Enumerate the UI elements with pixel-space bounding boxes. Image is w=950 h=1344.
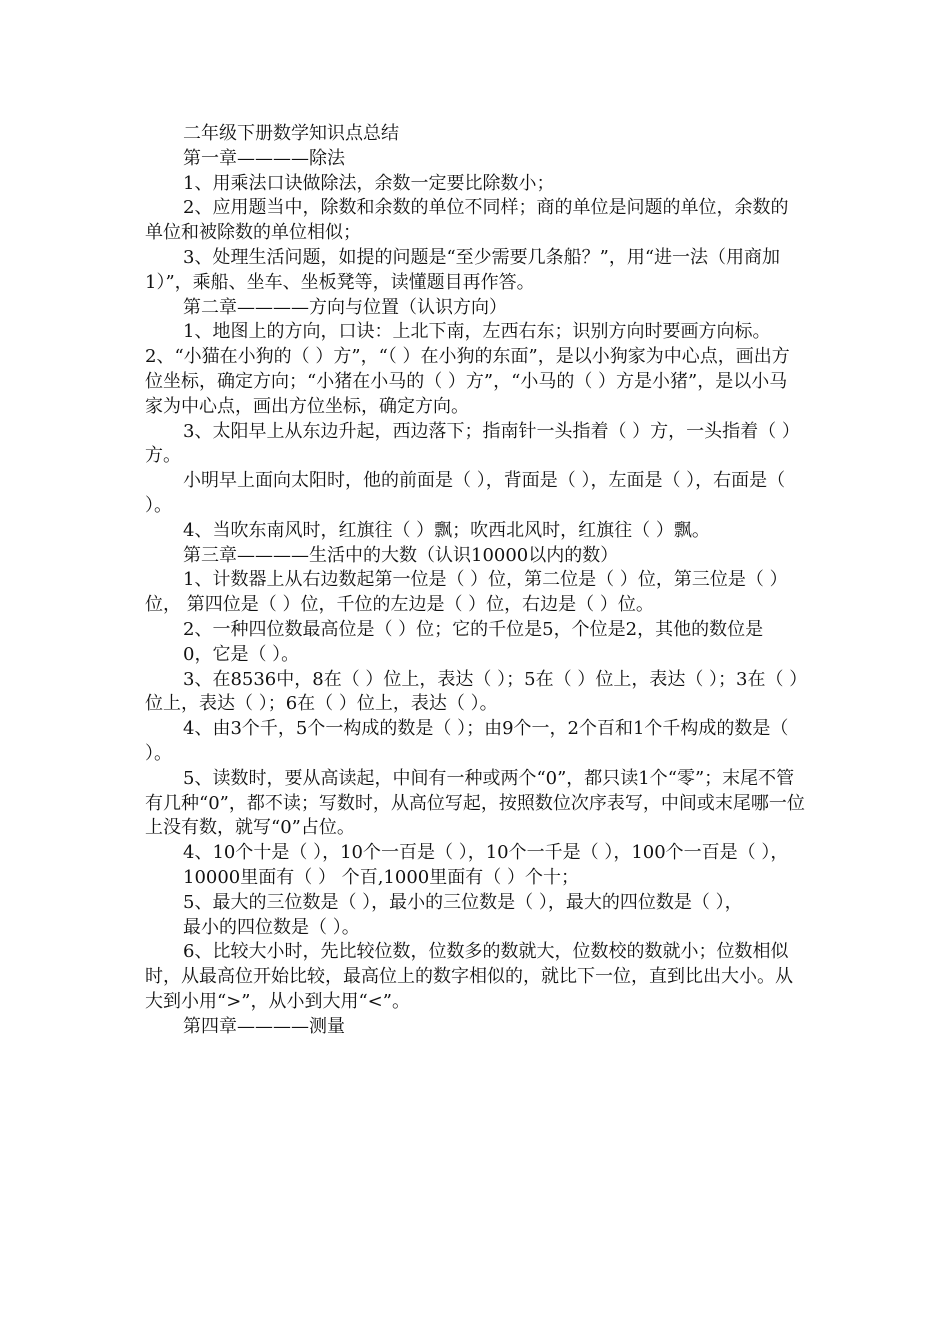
- document-body: [145, 122, 805, 1039]
- paragraph: 3、在8536中，8在（ ）位上，表达（ ）；5在（ ）位上，表达（ ）；3在（ ）位上，表达（ ）；6在（ ）位上，表达（ ）。: [145, 668, 799, 715]
- paragraph: 4、当吹东南风时，红旗往（ ）飘；吹西北风时，红旗往（ ）飘。: [183, 519, 710, 541]
- paragraph: 4、10个十是（ ），10个一百是（ ），10个一千是（ ），100个一百是（ ），: [183, 842, 789, 864]
- paragraph: 3、处理生活问题，如提的问题是“至少需要几条船？”，用“进一法（用商加1）”，乘船、坐车、坐板凳等，读懂题目再作答。: [145, 246, 781, 293]
- paragraph: 2、应用题当中，除数和余数的单位不同样；商的单位是问题的单位，余数的单位和被除数的单位相似；: [145, 197, 789, 244]
- paragraph: 5、最大的三位数是（ ），最小的三位数是（ ），最大的四位数是（ ），: [183, 891, 743, 913]
- document-title: 二年级下册数学知识点总结: [183, 123, 399, 144]
- paragraph: 小明早上面向太阳时，他的前面是（ ），背面是（ ），左面是（ ），右面是（ ）。: [145, 470, 786, 516]
- paragraph: 2、一种四位数最高位是（ ）位；它的千位是5，个位是2，其他的数位是: [183, 618, 764, 640]
- paragraph: 1、计数器上从右边数起第一位是（ ）位，第二位是（ ）位，第三位是（ ）位， 第四位是（ ）位，千位的左边是（ ）位，右边是（ ）位。: [145, 569, 788, 616]
- paragraph: 3、太阳早上从东边升起，西边落下；指南针一头指着（ ）方，一头指着（ ）方。: [145, 420, 800, 467]
- chapter-heading: 第四章————测量: [183, 1015, 345, 1037]
- paragraph: 最小的四位数是（ ）。: [183, 916, 360, 938]
- paragraph: 1、地图上的方向，口诀：上北下南，左西右东；识别方向时要画方向标。 2、“小猫在小狗的（ ）方”，“（ ）在小狗的东面”，是以小狗家为中心点，画出方位坐标，确定方向；“小猪在小马的（ ）方”，“小马的（ ）方是小猪”，是以小马家为中心点，画出方位坐标，确定方向。: [145, 321, 790, 417]
- chapter-heading: 第一章————除法: [183, 147, 345, 169]
- paragraph: 1、用乘法口诀做除法，余数一定要比除数小；: [183, 172, 555, 194]
- chapter-heading: 第三章————生活中的大数（认识10000以内的数）: [183, 544, 619, 566]
- chapter-heading: 第二章————方向与位置（认识方向）: [183, 296, 507, 318]
- paragraph: 4、由3个千，5个一构成的数是（ ）；由9个一，2个百和1个千构成的数是（ ）。: [145, 718, 789, 764]
- paragraph: 5、读数时，要从高读起，中间有一种或两个“0”，都只读1个“零”；末尾不管有几种“0”，都不读；写数时，从高位写起，按照数位次序表写，中间或末尾哪一位上没有数，就写“0”占位。: [145, 767, 805, 839]
- paragraph: 0，它是（ ）。: [183, 643, 300, 665]
- paragraph: 6、比较大小时，先比较位数，位数多的数就大，位数校的数就小；位数相似时，从最高位开始比较，最高位上的数字相似的，就比下一位，直到比出大小。从大到小用“>”，从小到大用“<”。: [145, 941, 793, 1012]
- paragraph: 10000里面有（ ） 个百,1000里面有（ ）个十；: [183, 866, 579, 888]
